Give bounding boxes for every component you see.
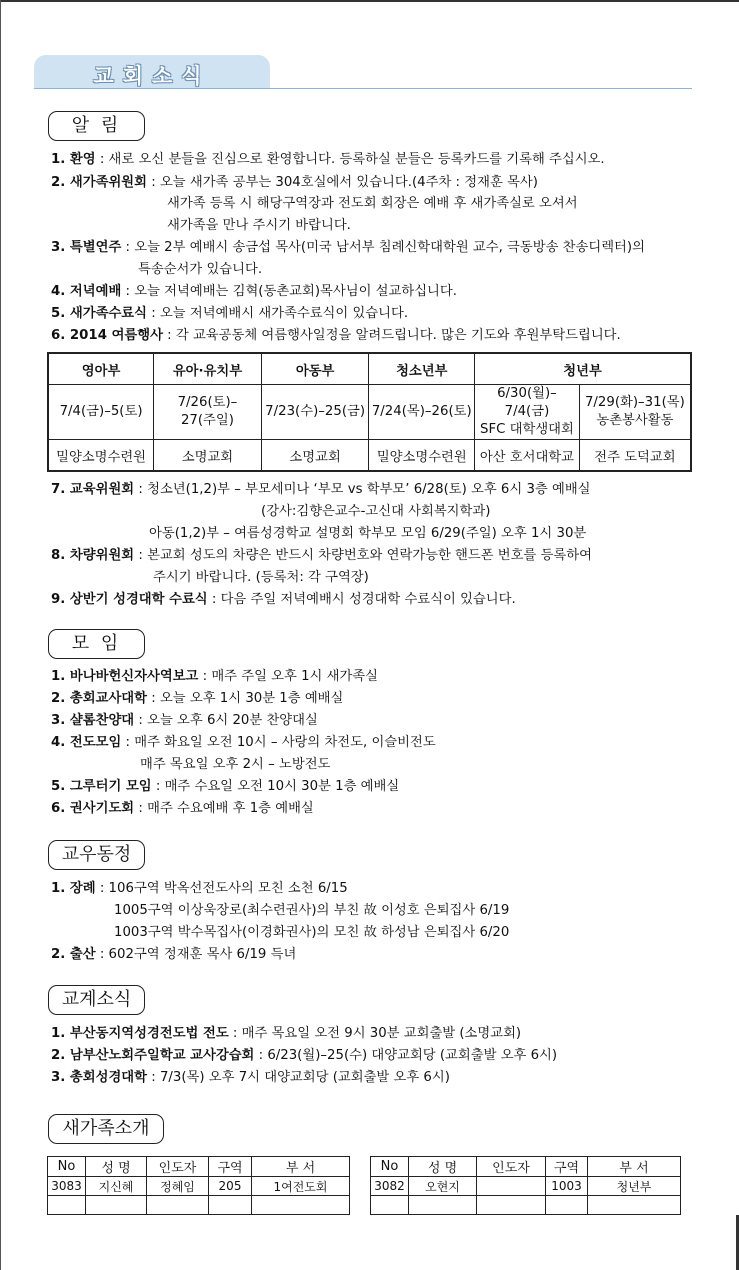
meeting-5: 5. 그루터기 모임 : 매주 수요일 오전 10시 30분 1층 예배실 bbox=[51, 779, 400, 794]
schedule-date: 7/24(목)–26(토) bbox=[369, 385, 475, 440]
newcomer-header: No bbox=[371, 1157, 409, 1177]
newcomer-cell bbox=[477, 1196, 546, 1215]
schedule-place: 소명교회 bbox=[154, 440, 262, 472]
newcomer-header: 구역 bbox=[546, 1157, 588, 1177]
meeting-6: 6. 권사기도회 : 매주 수요예배 후 1층 예배실 bbox=[51, 801, 314, 816]
member-news-1-line3: 1003구역 박수목집사(이경화권사)의 모친 故 하성남 은퇴집사 6/20 bbox=[114, 925, 510, 940]
section-newcomers-label: 새가족소개 bbox=[48, 1114, 164, 1144]
newcomer-cell bbox=[86, 1196, 147, 1215]
meeting-3: 3. 샬롬찬양대 : 오늘 오후 6시 20분 찬양대실 bbox=[51, 713, 318, 728]
newcomer-cell bbox=[477, 1177, 546, 1196]
schedule-header: 유아·유치부 bbox=[154, 353, 262, 385]
newcomer-header: 인도자 bbox=[477, 1157, 546, 1177]
page-title: 교회소식 bbox=[93, 64, 211, 88]
notice-7: 7. 교육위원회 : 청소년(1,2)부 – 부모세미나 ‘부모 vs 학부모’ 6/28(토) 오후 6시 3층 예배실 bbox=[51, 482, 591, 497]
denomination-news-3: 3. 총회성경대학 : 7/3(목) 오후 7시 대양교회당 (교회출발 오후 6시) bbox=[51, 1070, 450, 1085]
newcomer-header: 성 명 bbox=[409, 1157, 477, 1177]
newcomer-cell bbox=[546, 1196, 588, 1215]
section-meetings-label: 모 임 bbox=[48, 629, 145, 659]
section-notices-label: 알 림 bbox=[48, 111, 145, 141]
member-news-1: 1. 장례 : 106구역 박옥선전도사의 모친 소천 6/15 bbox=[51, 881, 348, 896]
newcomer-cell: 청년부 bbox=[588, 1177, 681, 1196]
top-border bbox=[0, 0, 739, 2]
newcomer-cell: 3083 bbox=[48, 1177, 86, 1196]
newcomer-cell: 3082 bbox=[371, 1177, 409, 1196]
newcomer-cell: 1003 bbox=[546, 1177, 588, 1196]
notice-2-line3: 새가족을 만나 주시기 바랍니다. bbox=[167, 218, 351, 233]
schedule-date: 7/29(화)–31(목) 농촌봉사활동 bbox=[579, 385, 691, 440]
schedule-header: 청소년부 bbox=[369, 353, 475, 385]
notice-1: 1. 환영 : 새로 오신 분들을 진심으로 환영합니다. 등록하실 분들은 등록카드를 기록해 주십시오. bbox=[51, 152, 605, 167]
schedule-place: 밀양소명수련원 bbox=[369, 440, 475, 472]
notice-5: 5. 새가족수료식 : 오늘 저녁예배시 새가족수료식이 있습니다. bbox=[51, 306, 409, 321]
notice-2: 2. 새가족위원회 : 오늘 새가족 공부는 304호실에서 있습니다.(4주차 : 정재훈 목사) bbox=[51, 175, 538, 190]
schedule-date: 7/4(금)–5(토) bbox=[48, 385, 154, 440]
schedule-header: 영아부 bbox=[48, 353, 154, 385]
notice-3-line2: 특송순서가 있습니다. bbox=[138, 262, 263, 277]
notice-2-line2: 새가족 등록 시 해당구역장과 전도회 회장은 예배 후 새가족실로 오셔서 bbox=[167, 196, 578, 211]
schedule-place: 전주 도덕교회 bbox=[579, 440, 691, 472]
newcomer-cell: 1여전도회 bbox=[252, 1177, 350, 1196]
denomination-news-2: 2. 남부산노회주일학교 교사강습회 : 6/23(월)–25(수) 대양교회당 (교회출발 오후 6시) bbox=[51, 1048, 558, 1063]
newcomer-cell bbox=[371, 1196, 409, 1215]
notice-3: 3. 특별연주 : 오늘 2부 예배시 송금섭 목사(미국 남서부 침례신학대학원 교수, 극동방송 찬송디렉터)의 bbox=[51, 240, 645, 255]
notice-8-line2: 주시기 바랍니다. (등록처: 각 구역장) bbox=[153, 570, 369, 585]
newcomer-table-left bbox=[47, 1156, 350, 1215]
newcomer-cell: 지신혜 bbox=[86, 1177, 147, 1196]
newcomer-header: 구역 bbox=[209, 1157, 252, 1177]
member-news-1-line2: 1005구역 이상욱장로(최수련권사)의 부친 故 이성호 은퇴집사 6/19 bbox=[114, 903, 510, 918]
church-news-banner bbox=[34, 55, 270, 89]
newcomer-header: No bbox=[48, 1157, 86, 1177]
section-members-label: 교우동정 bbox=[48, 840, 145, 870]
newcomer-cell bbox=[147, 1196, 209, 1215]
section-denomination-label: 교계소식 bbox=[48, 985, 145, 1015]
meeting-4-line2: 매주 목요일 오후 2시 – 노방전도 bbox=[140, 757, 331, 772]
denomination-news-1: 1. 부산동지역성경전도법 전도 : 매주 목요일 오전 9시 30분 교회출발 (소명교회) bbox=[51, 1026, 522, 1041]
newcomer-cell bbox=[409, 1196, 477, 1215]
notice-9: 9. 상반기 성경대학 수료식 : 다음 주일 저녁예배시 성경대학 수료식이 있습니다. bbox=[51, 592, 516, 607]
member-news-2: 2. 출산 : 602구역 정재훈 목사 6/19 득녀 bbox=[51, 947, 297, 962]
schedule-date: 7/23(수)–25(금) bbox=[261, 385, 369, 440]
banner-underline bbox=[34, 88, 692, 89]
notice-4: 4. 저녁예배 : 오늘 저녁예배는 김혁(동촌교회)목사님이 설교하십니다. bbox=[51, 284, 457, 299]
newcomer-cell bbox=[252, 1196, 350, 1215]
newcomer-cell: 205 bbox=[209, 1177, 252, 1196]
summer-schedule-table bbox=[47, 352, 692, 472]
meeting-4: 4. 전도모임 : 매주 화요일 오전 10시 – 사랑의 차전도, 이슬비전도 bbox=[51, 735, 436, 750]
newcomer-cell bbox=[588, 1196, 681, 1215]
schedule-date: 6/30(월)–7/4(금) SFC 대학생대회 bbox=[475, 385, 580, 440]
notice-7-line3: 아동(1,2)부 – 여름성경학교 설명회 학부모 모임 6/29(주일) 오후 1시 30분 bbox=[149, 526, 587, 541]
meeting-1: 1. 바나바헌신자사역보고 : 매주 주일 오후 1시 새가족실 bbox=[51, 669, 378, 684]
notice-8: 8. 차량위원회 : 본교회 성도의 차량은 반드시 차량번호와 연락가능한 핸드폰 번호를 등록하여 bbox=[51, 548, 592, 563]
notice-7-line2: (강사:김향은교수-고신대 사회복지학과) bbox=[261, 504, 491, 519]
schedule-place: 소명교회 bbox=[261, 440, 369, 472]
schedule-header: 아동부 bbox=[261, 353, 369, 385]
newcomer-header: 부 서 bbox=[252, 1157, 350, 1177]
newcomer-header: 성 명 bbox=[86, 1157, 147, 1177]
left-border bbox=[0, 0, 1, 1270]
schedule-header: 청년부 bbox=[475, 353, 691, 385]
notice-6: 6. 2014 여름행사 : 각 교육공동체 여름행사일정을 알려드립니다. 많은 기도와 후원부탁드립니다. bbox=[51, 328, 621, 343]
newcomer-cell bbox=[209, 1196, 252, 1215]
meeting-2: 2. 총회교사대학 : 오늘 오후 1시 30분 1층 예배실 bbox=[51, 691, 344, 706]
schedule-place: 밀양소명수련원 bbox=[48, 440, 154, 472]
newcomer-cell: 정혜임 bbox=[147, 1177, 209, 1196]
schedule-date: 7/26(토)– 27(주일) bbox=[154, 385, 262, 440]
newcomer-table-right bbox=[370, 1156, 681, 1215]
schedule-place: 아산 호서대학교 bbox=[475, 440, 580, 472]
newcomer-cell: 오현지 bbox=[409, 1177, 477, 1196]
newcomer-header: 인도자 bbox=[147, 1157, 209, 1177]
newcomer-header: 부 서 bbox=[588, 1157, 681, 1177]
newcomer-cell bbox=[48, 1196, 86, 1215]
